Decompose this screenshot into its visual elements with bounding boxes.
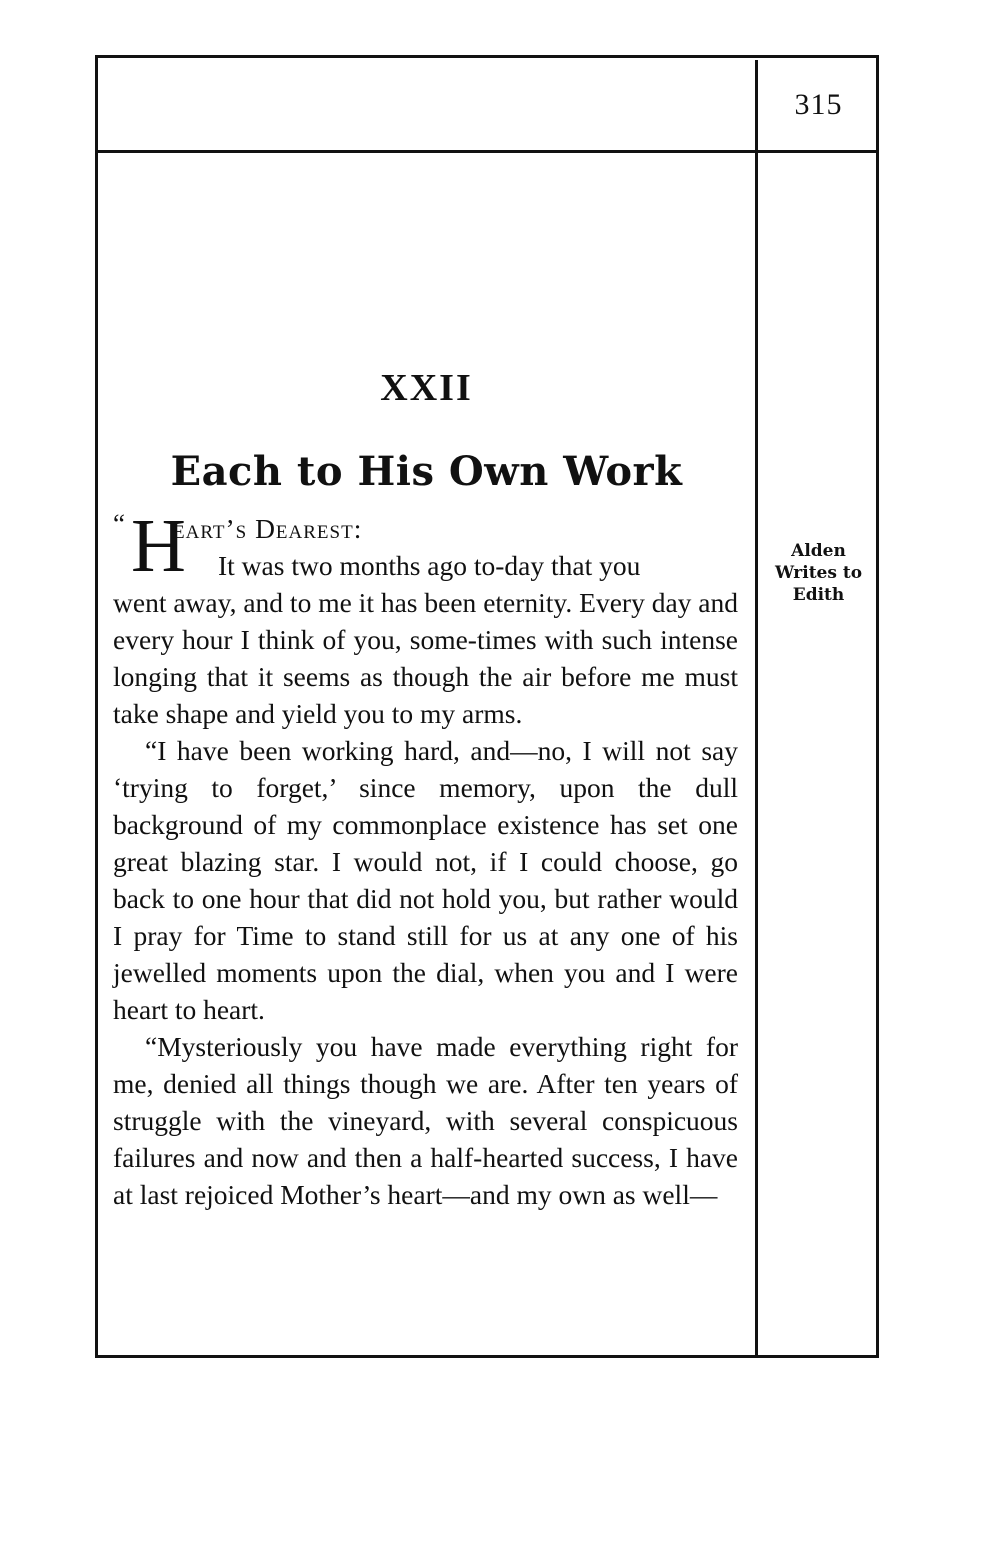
paragraph-3: “Mysteriously you have made everything right for me, denied all things though we are. After ten years of struggle with the vineyard, with several conspicuous failures and now and then a half-hearted success, I have at last rejoiced Mother’s heart—and my own as well—: [113, 1031, 738, 1210]
salutation-text: eart’s Dearest:: [173, 513, 363, 544]
margin-divider: [755, 60, 758, 1358]
paragraph-2: “I have been working hard, and—no, I will not say ‘trying to forget,’ since memory, upon the dull background of my commonplace existence has set one great blazing star. I would not, if I could choose, go back to one hour that did not hold you, but rather would I pray for Time to stand still for us at any one of his jewelled moments upon the dial, when you and I were heart to heart.: [113, 735, 738, 1025]
margin-note: [758, 540, 879, 606]
body-text: [113, 504, 738, 1213]
chapter-number: XXII: [380, 367, 473, 409]
margin-note-line-2: Writes to: [774, 563, 863, 583]
header-divider: [95, 150, 879, 153]
opening-quote: “: [113, 509, 125, 539]
margin-note-line-3: Edith: [792, 585, 845, 605]
first-line: It was two months ago to-day that you: [218, 550, 641, 581]
page-number: 315: [794, 88, 843, 121]
margin-note-line-1: Alden: [791, 541, 846, 561]
drop-cap: H: [131, 504, 186, 588]
chapter-title: Each to His Own Work: [170, 448, 683, 495]
paragraph-1: went away, and to me it has been eternity. Every day and every hour I think of you, some-times with such intense longing that it seems as though the air before me must take shape and yield you to my arms.: [113, 587, 738, 729]
